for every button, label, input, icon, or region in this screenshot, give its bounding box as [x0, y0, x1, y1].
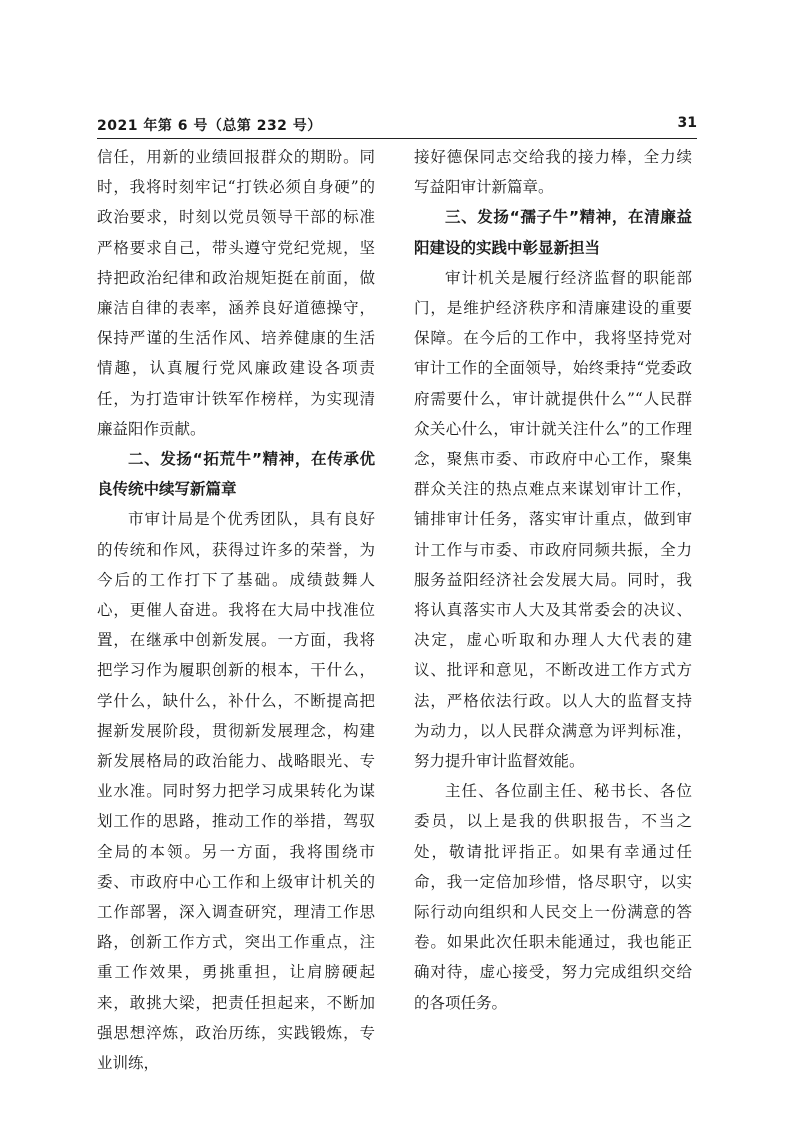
paragraph: 市审计局是个优秀团队，具有良好的传统和作风，获得过许多的荣誉，为今后的工作打下了基础。成绩鼓舞人心，更催人奋进。我将在大局中找准位置，在继承中创新发展。一方面，我将把学习作为履职创新的根本，干什么，学什么，缺什么，补什么，不断提高把握新发展阶段，贯彻新发展理念，构建新发展格局的政治能力、战略眼光、专业水准。同时努力把学习成果转化为谋划工作的思路，推动工作的举措，驾驭全局的本领。另一方面，我将围绕市委、市政府中心工作和上级审计机关的工作部署，深入调查研究，理清工作思路，创新工作方式，突出工作重点，注重工作效果，勇挑重担，让肩膀硬起来，敢挑大梁，把责任担起来，不断加强思想淬炼，政治历练，实践锻炼，专业训练，	[97, 510, 375, 1073]
right-column	[414, 142, 692, 1018]
left-column	[97, 142, 375, 1078]
page-number: 31	[677, 115, 697, 131]
paragraph-continued: 接好德保同志交给我的接力棒，全力续写益阳审计新篇章。	[414, 148, 692, 197]
running-header	[97, 113, 697, 137]
section-heading-3: 三、发扬“孺子牛”精神，在清廉益阳建设的实践中彰显新担当	[414, 208, 692, 257]
paragraph: 审计机关是履行经济监督的职能部门，是维护经济秩序和清廉建设的重要保障。在今后的工作中，我将坚持党对审计工作的全面领导，始终秉持“党委政府需要什么，审计就提供什么”“人民群众关心什么，审计就关注什么”的工作理念，聚焦市委、市政府中心工作，聚集群众关注的热点难点来谋划审计工作，铺排审计任务，落实审计重点，做到审计工作与市委、市政府同频共振，全力服务益阳经济社会发展大局。同时，我将认真落实市人大及其常委会的决议、决定，虚心听取和办理人大代表的建议、批评和意见，不断改进工作方式方法，严格依法行政。以人大的监督支持为动力，以人民群众满意为评判标准，努力提升审计监督效能。	[414, 268, 692, 771]
issue-label: 2021 年第 6 号（总第 232 号）	[97, 118, 322, 134]
section-heading-2: 二、发扬“拓荒牛”精神，在传承优良传统中续写新篇章	[97, 450, 375, 499]
header-rule	[97, 138, 697, 139]
closing-paragraph: 主任、各位副主任、秘书长、各位委员，以上是我的供职报告，不当之处，敬请批评指正。如果有幸通过任命，我一定倍加珍惜，恪尽职守，以实际行动向组织和人民交上一份满意的答卷。如果此次任职未能通过，我也能正确对待，虚心接受，努力完成组织交给的各项任务。	[414, 782, 692, 1012]
paragraph-continued: 信任，用新的业绩回报群众的期盼。同时，我将时刻牢记“打铁必须自身硬”的政治要求，时刻以党员领导干部的标准严格要求自己，带头遵守党纪党规，坚持把政治纪律和政治规矩挺在前面，做廉洁自律的表率，涵养良好道德操守，保持严谨的生活作风、培养健康的生活情趣，认真履行党风廉政建设各项责任，为打造审计铁军作榜样，为实现清廉益阳作贡献。	[97, 148, 375, 438]
